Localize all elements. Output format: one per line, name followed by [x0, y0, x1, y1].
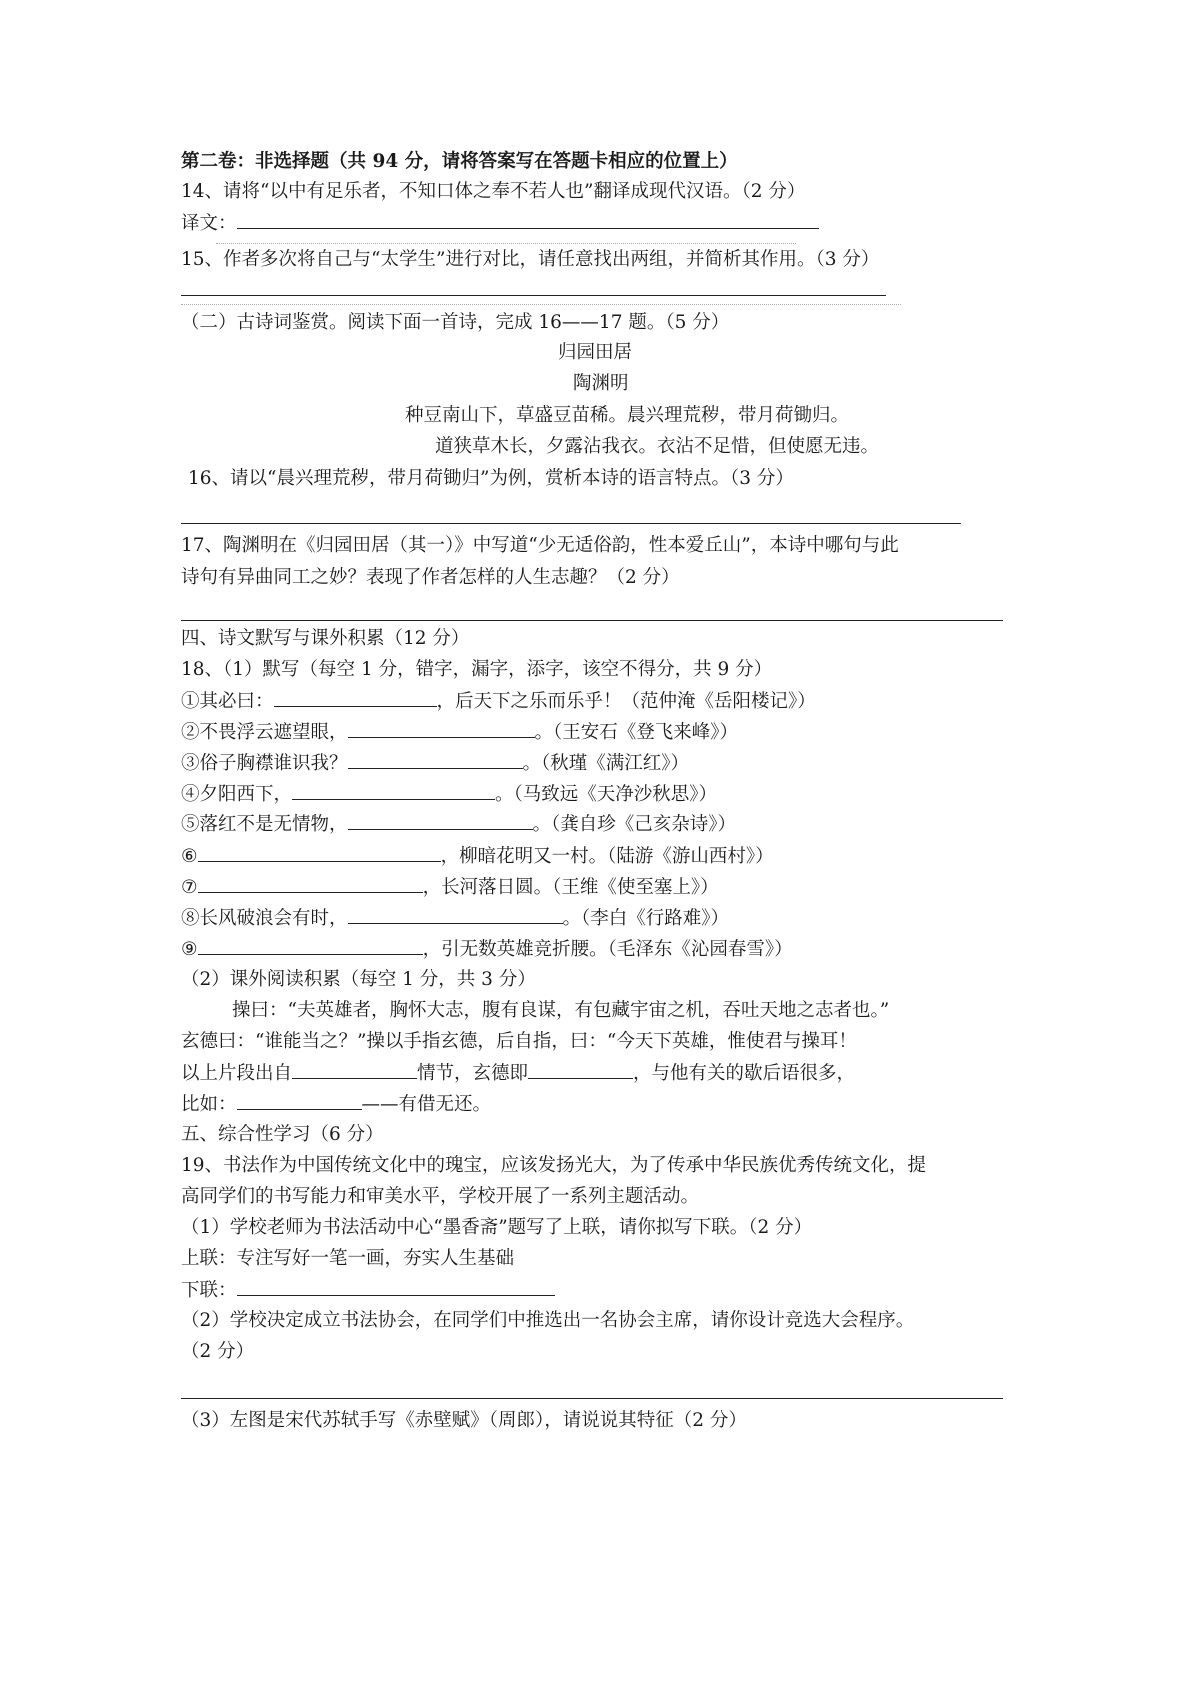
xialian-label: 下联：	[181, 1280, 237, 1301]
q16-answer-line[interactable]	[181, 523, 961, 524]
q19-1-prompt: （1）学校老师为书法活动中心“墨香斋”题写了上联，请你拟写下联。（2 分）	[181, 1217, 813, 1238]
section5-title: 五、综合性学习（6 分）	[181, 1124, 384, 1145]
recite-item-source: 。（秋瑾《满江红》）	[522, 753, 690, 774]
passage-line: 操曰：“夫英雄者，胸怀大志，腹有良谋，有包藏宇宙之机，吞吐天地之志者也。”	[232, 1000, 890, 1021]
q14-answer-row	[181, 212, 819, 234]
q19-2-answer-line[interactable]	[181, 1398, 1003, 1399]
recite-item-4	[181, 783, 717, 805]
dotted-separator	[181, 304, 901, 305]
recite-blank-4[interactable]	[292, 783, 495, 800]
recite-item-text: ②不畏浮云遮望眼，	[181, 722, 348, 743]
passage-fill-row	[181, 1093, 491, 1115]
recite-item-3	[181, 752, 689, 774]
xialian-blank[interactable]	[237, 1279, 555, 1296]
q19-prompt-line2: 高同学们的书写能力和审美水平，学校开展了一系列主题活动。	[181, 1186, 700, 1207]
q18-2-intro: （2）课外阅读积累（每空 1 分，共 3 分）	[181, 969, 536, 990]
recite-item-text: ⑤落红不是无情物，	[181, 814, 348, 835]
poem-line: 种豆南山下，草盛豆苗稀。晨兴理荒秽，带月荷锄归。	[405, 405, 850, 426]
passage-text: 情节，玄德即	[417, 1063, 529, 1084]
shanglian: 上联：专注写好一笔一画，夯实人生基础	[181, 1248, 515, 1269]
recite-item-source: 。（龚自珍《己亥杂诗》）	[532, 814, 737, 835]
recite-item-text: ①其必曰：	[181, 691, 274, 712]
q14-prompt: 14、请将“以中有足乐者，不知口体之奉不若人也”翻译成现代汉语。（2 分）	[181, 181, 806, 202]
q15-answer-line[interactable]	[181, 295, 886, 296]
section-title: 第二卷：非选择题（共 94 分，请将答案写在答题卡相应的位置上）	[181, 151, 738, 172]
recite-blank-3[interactable]	[348, 752, 523, 769]
recite-item-source: ，柳暗花明又一村。（陆游《游山西村》）	[440, 846, 774, 867]
passage-line: 玄德曰：“谁能当之？”操以手指玄德，后自指，曰：“今天下英雄，惟使君与操耳！	[181, 1031, 857, 1052]
recite-item-9	[181, 938, 793, 960]
xiehouyu-blank[interactable]	[237, 1093, 362, 1110]
recite-item-7	[181, 876, 719, 898]
q17-prompt-line1: 17、陶渊明在《归园田居（其一）》中写道“少无适俗韵，性本爱丘山”，本诗中哪句与此	[181, 535, 899, 556]
passage-text: ——有借无还。	[361, 1094, 492, 1115]
q17-prompt-line2: 诗句有异曲同工之妙？表现了作者怎样的人生志趣？（2 分）	[181, 567, 680, 588]
q19-prompt-line1: 19、书法作为中国传统文化中的瑰宝，应该发扬光大，为了传承中华民族优秀传统文化，提	[181, 1155, 927, 1176]
q19-2-prompt-line1: （2）学校决定成立书法协会，在同学们中推选出一名协会主席，请你设计竞选大会程序。	[181, 1310, 915, 1331]
recite-item-text: ⑧长风破浪会有时，	[181, 908, 348, 929]
q16-prompt: 16、请以“晨兴理荒秽，带月荷锄归”为例，赏析本诗的语言特点。（3 分）	[188, 468, 794, 489]
poem-author: 陶渊明	[573, 373, 629, 394]
xialian-row	[181, 1279, 555, 1301]
character-name-blank[interactable]	[528, 1062, 633, 1079]
poem-title: 归园田居	[558, 342, 633, 363]
q19-3-prompt: （3）左图是宋代苏轼手写《赤壁赋》（周郎），请说说其特征（2 分）	[181, 1410, 747, 1431]
passage-text: 比如：	[181, 1094, 237, 1115]
poem-line: 道狭草木长，夕露沾我衣。衣沾不足惜，但使愿无违。	[435, 436, 880, 457]
q14-answer-blank[interactable]	[237, 212, 819, 229]
recite-item-2	[181, 721, 738, 743]
q19-2-prompt-line2: （2 分）	[181, 1341, 255, 1362]
recite-blank-7[interactable]	[198, 876, 423, 893]
recite-item-source: ，长河落日圆。（王维《使至塞上》）	[422, 877, 719, 898]
recite-item-source: 。（王安石《登飞来峰》）	[534, 722, 739, 743]
q15-prompt: 15、作者多次将自己与“太学生”进行对比，请任意找出两组，并简析其作用。（3 分）	[181, 249, 880, 270]
recite-item-text: ③俗子胸襟谁识我？	[181, 753, 348, 774]
recite-item-5	[181, 813, 736, 835]
recite-item-source: 。（马致远《天净沙秋思》）	[495, 784, 718, 805]
recite-item-6	[181, 845, 774, 867]
poetry-section-intro: （二）古诗词鉴赏。阅读下面一首诗，完成 16——17 题。（5 分）	[181, 312, 730, 333]
q14-answer-label: 译文：	[181, 213, 237, 234]
recite-item-text: ⑦	[181, 877, 198, 898]
recite-item-text: ④夕阳西下，	[181, 784, 293, 805]
passage-text: 以上片段出自	[181, 1063, 293, 1084]
recite-blank-1[interactable]	[274, 690, 437, 707]
q17-answer-line[interactable]	[181, 620, 1003, 621]
recite-blank-5[interactable]	[348, 813, 533, 830]
section4-title: 四、诗文默写与课外积累（12 分）	[181, 628, 470, 649]
source-episode-blank[interactable]	[292, 1062, 417, 1079]
recite-blank-8[interactable]	[348, 907, 563, 924]
recite-item-source: ，引无数英雄竞折腰。（毛泽东《沁园春雪》）	[422, 939, 793, 960]
dotted-separator	[216, 243, 796, 244]
passage-text: ，与他有关的歇后语很多，	[633, 1063, 856, 1084]
q18-intro: 18、（1）默写（每空 1 分，错字，漏字，添字，该空不得分，共 9 分）	[181, 659, 773, 680]
recite-blank-2[interactable]	[348, 721, 535, 738]
recite-blank-9[interactable]	[198, 938, 423, 955]
recite-item-8	[181, 907, 729, 929]
recite-item-1	[181, 690, 816, 712]
recite-blank-6[interactable]	[198, 845, 441, 862]
recite-item-text: ⑥	[181, 846, 198, 867]
passage-fill-row	[181, 1062, 855, 1084]
recite-item-text: ⑨	[181, 939, 198, 960]
recite-item-source: 。（李白《行路难》）	[562, 908, 730, 929]
recite-item-source: ，后天下之乐而乐乎！（范仲淹《岳阳楼记》）	[436, 691, 816, 712]
